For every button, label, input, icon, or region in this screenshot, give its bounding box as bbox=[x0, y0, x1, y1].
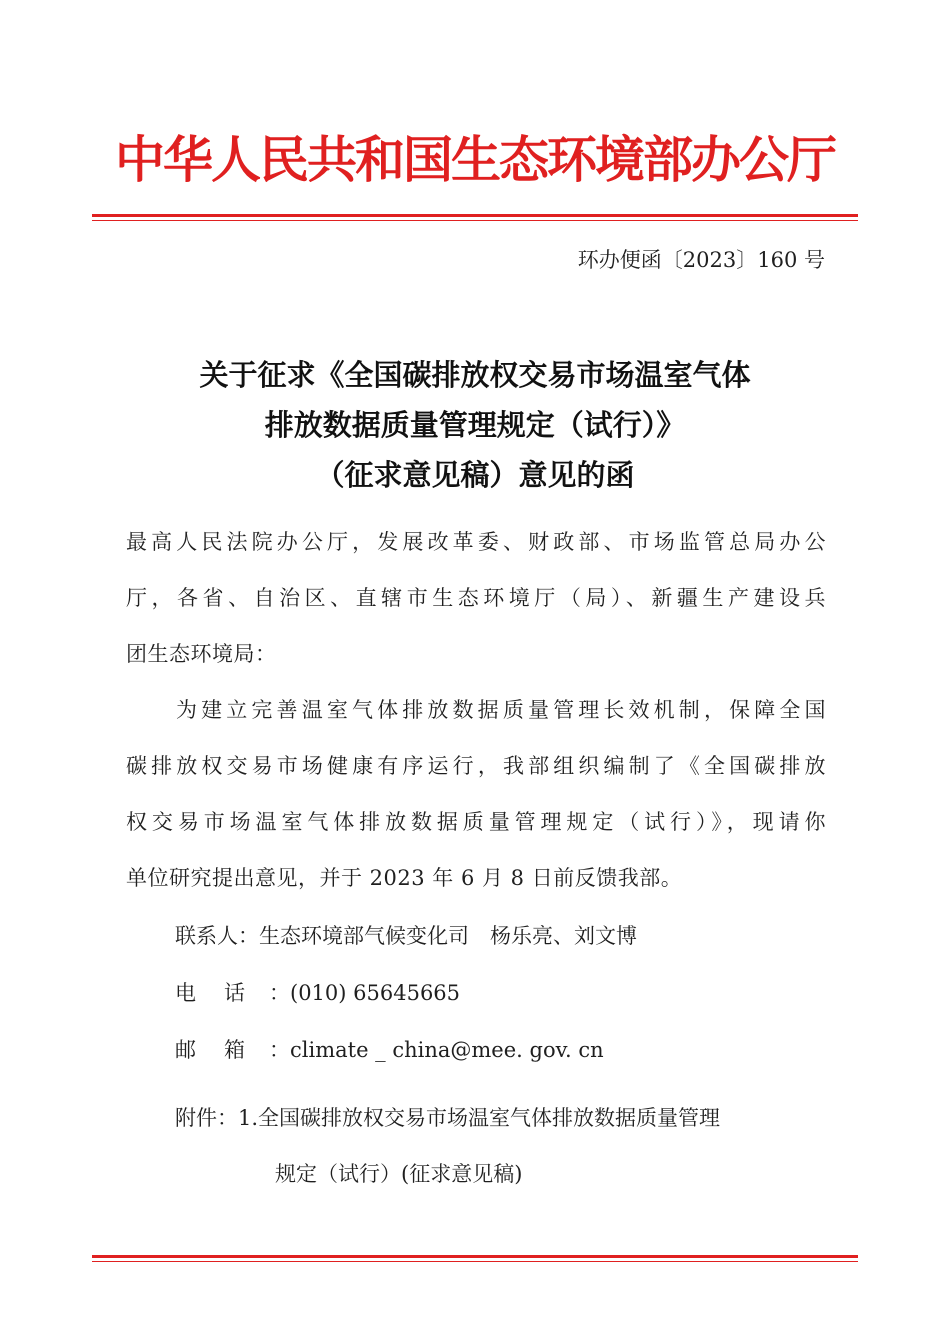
contact-phone-label: 电话 bbox=[175, 981, 273, 1005]
attachment-list bbox=[175, 1090, 827, 1202]
contact-phone-row bbox=[175, 965, 637, 1022]
document-title bbox=[92, 350, 858, 500]
contact-info bbox=[175, 908, 637, 1079]
body-line: 权交易市场温室气体排放数据质量管理规定（试行）》，现请你 bbox=[126, 810, 826, 834]
footer-red-rule bbox=[92, 1255, 858, 1262]
masthead-red-rule bbox=[92, 214, 858, 221]
title-line: （征求意见稿）意见的函 bbox=[315, 458, 635, 492]
addressee-line: 团生态环境局： bbox=[126, 642, 277, 666]
body-line: 单位研究提出意见，并于 2023 年 6 月 8 日前反馈我部。 bbox=[126, 866, 683, 890]
attachment-row bbox=[175, 1090, 827, 1146]
title-line: 排放数据质量管理规定（试行）》 bbox=[264, 408, 686, 442]
title-line: 关于征求《全国碳排放权交易市场温室气体 bbox=[199, 358, 751, 392]
contact-email-colon: ： bbox=[269, 1038, 290, 1062]
contact-phone-value: (010) 65645665 bbox=[290, 981, 461, 1005]
contact-person-value: 生态环境部气候变化司 杨乐亮、刘文博 bbox=[259, 924, 637, 948]
attachment-title-line: 全国碳排放权交易市场温室气体排放数据质量管理 bbox=[258, 1106, 721, 1130]
contact-email-label: 邮箱 bbox=[175, 1038, 273, 1062]
addressee-paragraph bbox=[126, 514, 826, 682]
body-line: 碳排放权交易市场健康有序运行，我部组织编制了《全国碳排放 bbox=[126, 754, 826, 778]
attachment-label: 附件：1. bbox=[175, 1106, 259, 1130]
attachment-title-line: 规定（试行）(征求意见稿) bbox=[275, 1162, 523, 1186]
contact-email-value: climate _ china@mee. gov. cn bbox=[290, 1038, 604, 1062]
contact-email-row bbox=[175, 1022, 637, 1079]
addressee-line: 厅，各省、自治区、直辖市生态环境厅（局）、新疆生产建设兵 bbox=[126, 586, 826, 610]
addressee-line: 最高人民法院办公厅，发展改革委、财政部、市场监管总局办公 bbox=[126, 530, 826, 554]
contact-person-label: 联系人： bbox=[175, 924, 259, 948]
body-line: 为建立完善温室气体排放数据质量管理长效机制，保障全国 bbox=[176, 698, 826, 722]
contact-phone-colon: ： bbox=[269, 981, 290, 1005]
document-number: 环办便函〔2023〕160 号 bbox=[577, 248, 825, 272]
contact-person-row bbox=[175, 908, 637, 965]
masthead-title: 中华人民共和国生态环境部办公厅 bbox=[115, 130, 835, 189]
body-paragraph bbox=[126, 682, 826, 906]
